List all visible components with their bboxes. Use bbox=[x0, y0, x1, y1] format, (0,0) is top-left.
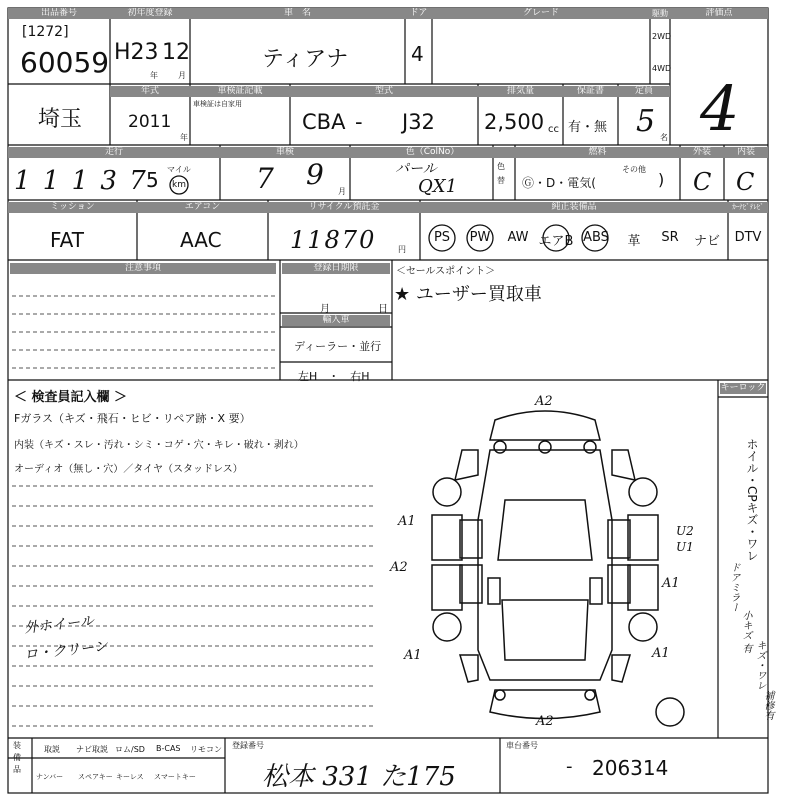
reg-month: 12 bbox=[162, 40, 190, 65]
side-hand-3: キズ・ワレ bbox=[754, 640, 765, 690]
side-hand-1: ドアミラー bbox=[728, 562, 739, 612]
shaken-label: 車検証記載 bbox=[190, 86, 290, 97]
inspection-hand-note-2: ロ・クリーン bbox=[23, 638, 109, 664]
capacity-label: 定員 bbox=[618, 86, 670, 97]
mark-right-front-door-u2: U2 bbox=[676, 524, 694, 538]
inspection-title: ＜ 検査員記入欄 ＞ bbox=[14, 390, 128, 405]
capacity-value: 5 bbox=[636, 104, 656, 139]
capacity-unit: 名 bbox=[660, 133, 668, 142]
warranty-label: 保証書 bbox=[563, 86, 618, 97]
footer-navi-manual: ナビ取説 bbox=[76, 745, 108, 754]
mileage-digits: 1 1 1 3 7 bbox=[14, 166, 148, 196]
mark-rear-bumper: A2 bbox=[536, 714, 554, 729]
footer-manual: 取説 bbox=[44, 745, 60, 754]
model-year-unit: 年 bbox=[180, 133, 188, 142]
doors-value: 4 bbox=[411, 42, 424, 66]
car-name: ティアナ bbox=[262, 47, 349, 72]
reg-deadline-label: 登録日期限 bbox=[282, 263, 390, 274]
recycle-value: 11870 bbox=[290, 226, 377, 254]
shaken-month-unit: 月 bbox=[338, 187, 346, 196]
mission-value: FAT bbox=[50, 228, 85, 252]
mark-right-rear-door: A1 bbox=[662, 576, 680, 591]
region-value: 埼玉 bbox=[38, 107, 83, 132]
color-label: 色（ColNo） bbox=[350, 147, 515, 158]
mark-right-front-door-u1: U1 bbox=[676, 540, 694, 554]
mark-right-rear-fender: A1 bbox=[652, 646, 670, 661]
fuel-label: 燃料 bbox=[515, 147, 680, 158]
mileage-label: 走行 bbox=[8, 147, 220, 158]
model-dash: - bbox=[355, 110, 363, 134]
mission-label: ミッション bbox=[8, 202, 137, 213]
import-label: 輸入車 bbox=[282, 315, 390, 326]
fuel-options: Ⓖ・D・電気( bbox=[522, 176, 596, 190]
equip-navi: ナビ bbox=[693, 234, 720, 249]
model-code: J32 bbox=[402, 110, 435, 134]
deadline-day: 日 bbox=[378, 304, 388, 315]
equip-aw: AW bbox=[507, 230, 529, 245]
shaken-sub: 車検証は自家用 bbox=[193, 100, 242, 108]
cc-unit: cc bbox=[548, 124, 559, 135]
shaken-year: 7 bbox=[256, 162, 274, 195]
mark-left-rear-fender: A1 bbox=[404, 648, 422, 663]
inspection-glass: Fガラス（キズ・飛石・ヒビ・リペア跡・X 要） bbox=[14, 412, 251, 425]
grade-label: グレード bbox=[432, 8, 650, 19]
inspection-hand-note-1: 外ホイール bbox=[23, 613, 95, 637]
car-diagram bbox=[432, 411, 684, 726]
sales-point-label: ＜セールスポイント＞ bbox=[396, 266, 496, 277]
footer-keyless: キーレス bbox=[116, 773, 144, 781]
model-label: 型式 bbox=[290, 86, 478, 97]
dealer-import: ディーラー・並行 bbox=[294, 340, 382, 353]
navi-tv-label: ｶｰﾅﾋﾞﾃﾚﾋﾞ bbox=[728, 202, 768, 213]
side-hand-2: 小キズ 有 bbox=[740, 610, 751, 654]
footer-remote: リモコン bbox=[190, 745, 222, 754]
stock-number: 60059 bbox=[20, 46, 110, 79]
int-label: 内装 bbox=[724, 147, 768, 158]
side-note: ホイル・CPキズ・ワレ bbox=[745, 438, 759, 562]
equip-pw: PW bbox=[469, 230, 491, 245]
ac-label: エアコン bbox=[137, 202, 268, 213]
plate-number: 松本 331 た175 bbox=[262, 762, 456, 792]
equip-dtv: DTV bbox=[734, 230, 762, 245]
warranty-value: 有・無 bbox=[568, 120, 608, 135]
fuel-close: ) bbox=[658, 170, 665, 189]
cc-value: 2,500 bbox=[484, 110, 545, 134]
shaken-exp-label: 車検 bbox=[220, 147, 350, 158]
mile-unit: マイル bbox=[167, 165, 191, 174]
ac-value: AAC bbox=[180, 228, 222, 252]
car-name-label: 車 名 bbox=[190, 8, 405, 19]
drive-2wd: 2WD bbox=[652, 32, 672, 41]
equip-airbag: エアB bbox=[538, 234, 574, 249]
footer-equip-label: 装備品 bbox=[13, 741, 21, 774]
ext-grade: C bbox=[693, 168, 712, 196]
mark-left-rear-door: A2 bbox=[390, 560, 408, 575]
km-unit: km bbox=[172, 180, 186, 190]
drive-label: 駆動 bbox=[652, 9, 668, 18]
drive-4wd: 4WD bbox=[652, 64, 672, 73]
year-char: 年 bbox=[150, 71, 158, 80]
equip-ps: PS bbox=[433, 230, 451, 245]
color-code: QX1 bbox=[418, 176, 458, 197]
doors-label: ドア bbox=[405, 8, 432, 19]
fuel-other: その他 bbox=[622, 165, 646, 174]
chassis-dash: - bbox=[566, 756, 573, 777]
ext-label: 外装 bbox=[680, 147, 724, 158]
footer-smart-key: スマートキー bbox=[154, 773, 196, 781]
score-value: 4 bbox=[700, 72, 740, 145]
notes-label: 注意事項 bbox=[10, 263, 276, 274]
int-grade: C bbox=[736, 168, 755, 196]
footer-rom-sd: ロム/SD bbox=[115, 745, 145, 754]
inspection-interior: 内装（キズ・スレ・汚れ・シミ・コゲ・穴・キレ・破れ・剥れ） bbox=[14, 440, 304, 451]
footer-plate-item: ナンバー bbox=[36, 773, 64, 781]
recycle-unit: 円 bbox=[398, 245, 406, 254]
score-label: 評価点 bbox=[670, 8, 768, 19]
cc-label: 排気量 bbox=[478, 86, 563, 97]
footer-spare-key: スペアキー bbox=[78, 773, 113, 781]
chassis-label: 車台番号 bbox=[506, 741, 538, 750]
color-change: 色替 bbox=[497, 162, 505, 185]
mileage-last-digit: 5 bbox=[146, 168, 159, 192]
equip-abs: ABS bbox=[583, 230, 609, 245]
model-year-label: 年式 bbox=[110, 86, 190, 97]
lot-number: [1272] bbox=[22, 24, 69, 40]
model-year-value: 2011 bbox=[128, 112, 172, 132]
equip-sr: SR bbox=[661, 230, 679, 245]
chassis-number: 206314 bbox=[592, 756, 669, 780]
color-hand: パール bbox=[395, 161, 437, 177]
keylock-label: キーロック bbox=[720, 383, 766, 393]
equipment-label: 純正装備品 bbox=[420, 202, 728, 213]
model-prefix: CBA bbox=[302, 110, 346, 134]
footer-bcas: B-CAS bbox=[156, 744, 181, 753]
mark-front-bumper: A2 bbox=[535, 394, 553, 409]
inspection-audio-tire: オーディオ（無し・穴）／タイヤ（スタッドレス） bbox=[14, 464, 243, 475]
reg-era: H23 bbox=[114, 40, 159, 65]
equip-leather: 革 bbox=[627, 234, 641, 249]
shaken-month: 9 bbox=[306, 158, 324, 191]
recycle-label: リサイクル預託金 bbox=[268, 202, 420, 213]
month-char: 月 bbox=[178, 71, 186, 80]
lot-label: 出品番号 bbox=[8, 8, 110, 19]
first-reg-label: 初年度登録 bbox=[110, 8, 190, 19]
steering-side: 左H ・ 右H bbox=[298, 370, 370, 383]
mark-left-front-door: A1 bbox=[398, 514, 416, 529]
sales-point: ★ ユーザー買取車 bbox=[394, 284, 542, 305]
side-hand-4: 補修有 bbox=[762, 690, 773, 720]
deadline-month: 月 bbox=[320, 304, 330, 315]
plate-label: 登録番号 bbox=[232, 741, 264, 750]
